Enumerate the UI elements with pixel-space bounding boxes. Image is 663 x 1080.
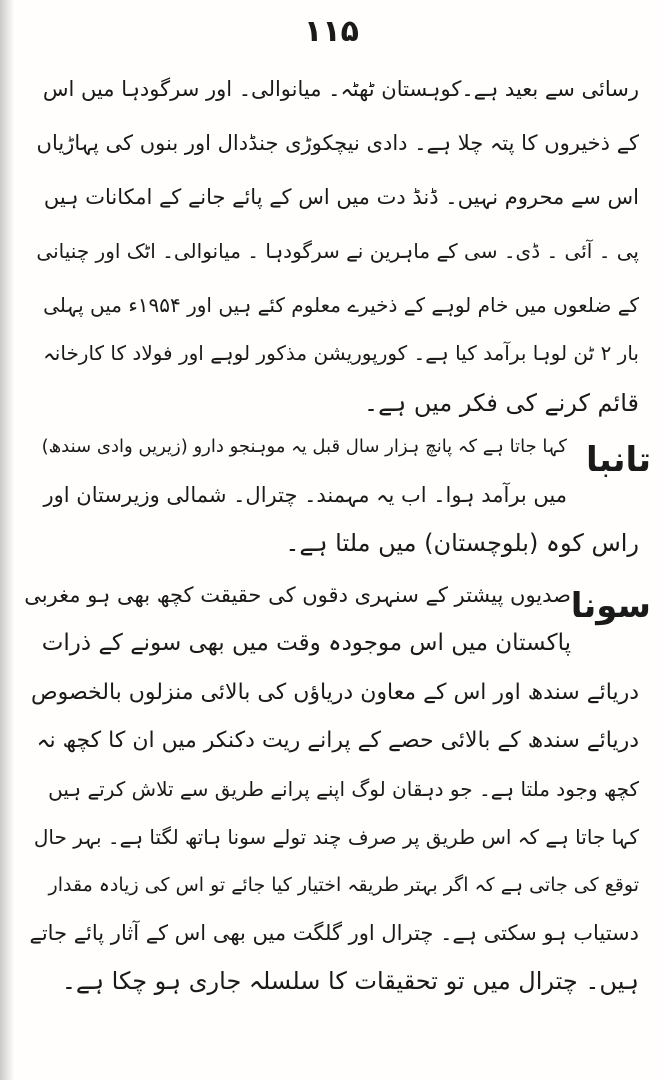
text-line-17: توقع کی جاتی ہے کہ اگر بہتر طریقہ اختیار کیا جائے تو اس کی زیادہ مقدار xyxy=(48,874,639,896)
text-line-4: پی ۔ آئی ۔ ڈی۔ سی کے ماہرین نے سرگودہا ۔ میانوالی۔ اٹک اور چنیانی xyxy=(36,239,639,263)
text-line-10: راس کوہ (بلوچستان) میں ملتا ہے۔ xyxy=(285,529,639,557)
text-line-15: کچھ وجود ملتا ہے۔ جو دہقان لوگ اپنے پرانے طریق سے تلاش کرتے ہیں xyxy=(48,777,639,801)
text-line-1: رسائی سے بعید ہے۔کوہستان ٹھٹہ۔ میانوالی۔ اور سرگودہا میں اس xyxy=(42,77,639,101)
section-heading-gold: سونا xyxy=(570,586,651,626)
text-line-9: میں برآمد ہوا۔ اب یہ مہمند۔ چترال۔ شمالی وزیرستان اور xyxy=(43,483,567,507)
text-line-16: کہا جاتا ہے کہ اس طریق پر صرف چند تولے سونا ہاتھ لگتا ہے۔ بہر حال xyxy=(33,825,639,849)
text-line-13: دریائے سندھ اور اس کے معاون دریاؤں کی بالائی منزلوں بالخصوص xyxy=(31,680,639,705)
text-line-14: دریائے سندھ کے بالائی حصے کے پرانے ریت دکنکر میں ان کا کچھ نہ xyxy=(36,728,639,753)
text-line-19: ہیں۔ چترال میں تو تحقیقات کا سلسلہ جاری ہو چکا ہے۔ xyxy=(61,967,639,995)
text-line-18: دستیاب ہو سکتی ہے۔ چترال اور گلگت میں بھی اس کے آثار پائے جاتے xyxy=(29,921,639,945)
text-line-8: کہا جاتا ہے کہ پانچ ہزار سال قبل یہ موہنجو دارو (زیریں وادی سندھ) xyxy=(41,436,567,457)
page-edge-shadow xyxy=(0,0,14,1080)
page-number: ۱۱۵ xyxy=(304,14,359,49)
text-line-7: قائم کرنے کی فکر میں ہے۔ xyxy=(364,389,639,417)
text-line-3: اس سے محروم نہیں۔ ڈنڈ دت میں اس کے پائے جانے کے امکانات ہیں xyxy=(43,185,639,209)
text-line-11: صدیوں پیشتر کے سنہری دقوں کی حقیقت کچھ بھی ہو مغربی xyxy=(24,583,571,607)
text-line-12: پاکستان میں اس موجودہ وقت میں بھی سونے کے ذرات xyxy=(41,630,571,656)
section-heading-copper: تانبا xyxy=(586,440,651,480)
text-line-6: بار ۲ ٹن لوہا برآمد کیا ہے۔ کورپوریشن مذکور لوہے اور فولاد کا کارخانہ xyxy=(43,341,639,365)
text-line-2: کے ذخیروں کا پتہ چلا ہے۔ دادی نیچکوڑی جنڈدال اور بنوں کی پہاڑیاں xyxy=(36,131,639,155)
text-line-5: کے ضلعوں میں خام لوہے کے ذخیرے معلوم کئے ہیں اور ۱۹۵۴ء میں پہلی xyxy=(43,293,639,317)
